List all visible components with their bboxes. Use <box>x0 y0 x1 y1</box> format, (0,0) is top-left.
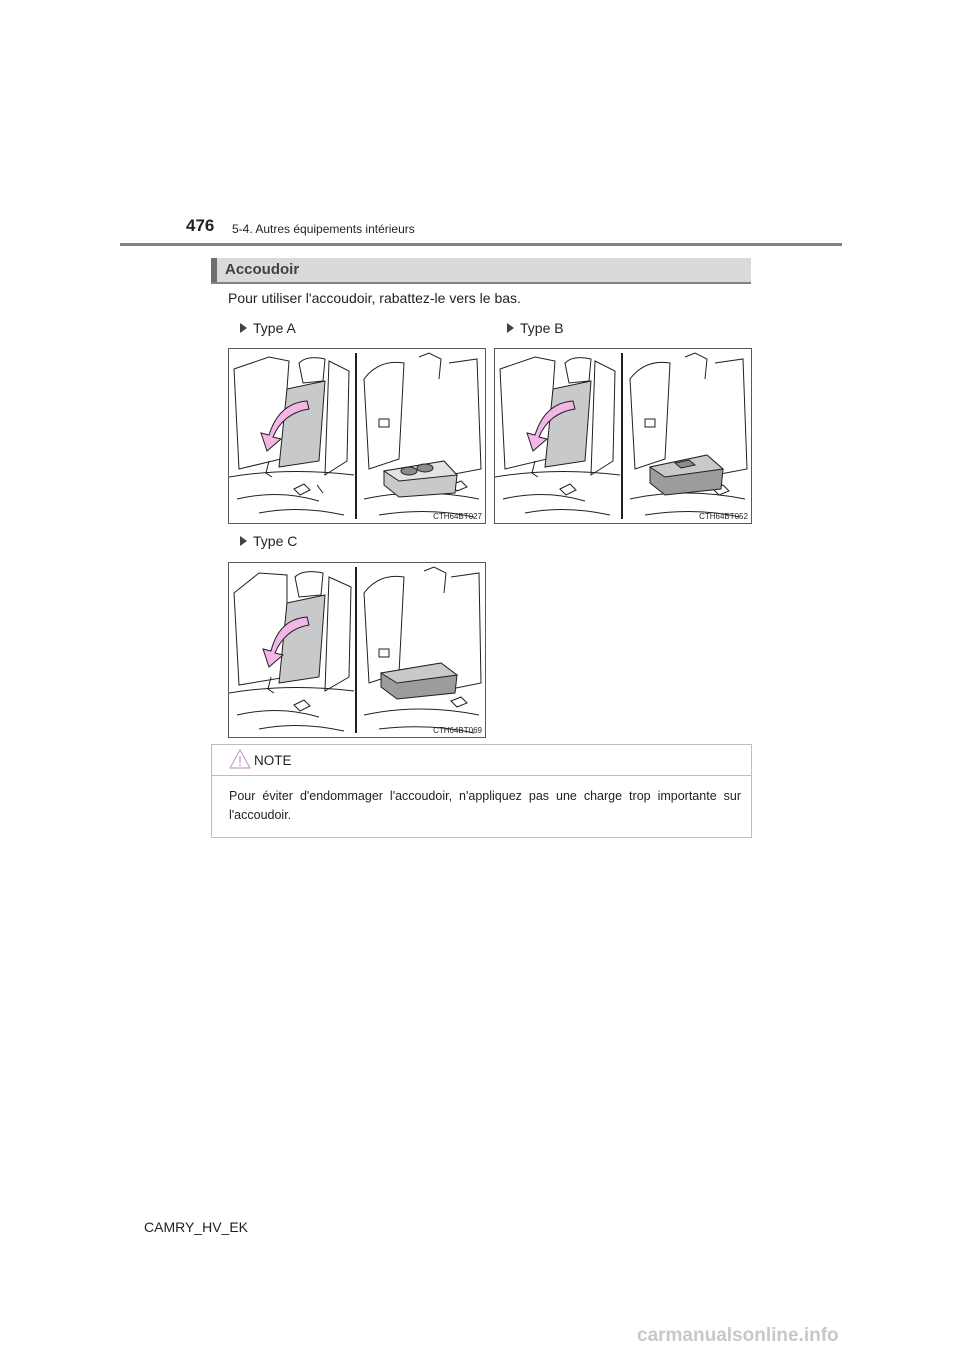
armrest-illustration-b <box>495 349 751 523</box>
note-header <box>212 745 751 776</box>
header-rule <box>120 243 842 246</box>
armrest-illustration-c <box>229 563 485 737</box>
figure-type-b <box>494 348 752 524</box>
note-title: NOTE <box>254 753 292 768</box>
type-a-label <box>240 320 296 336</box>
triangle-bullet-icon <box>240 536 247 546</box>
triangle-bullet-icon <box>240 323 247 333</box>
page-number: 476 <box>186 216 215 235</box>
intro-text: Pour utiliser l'accoudoir, rabattez-le vers le bas. <box>228 290 521 306</box>
figure-code: CTH64BT027 <box>433 512 482 521</box>
section-heading: Accoudoir <box>225 261 300 278</box>
note-text: Pour éviter d'endommager l'accoudoir, n'appliquez pas une charge trop importante sur l'accoudoir. <box>229 789 741 822</box>
figure-code: CTH64BT052 <box>699 512 748 521</box>
section-title: 5-4. Autres équipements intérieurs <box>232 222 415 236</box>
type-c-label <box>240 533 297 549</box>
heading-marker <box>211 258 217 282</box>
type-a-text: Type A <box>253 320 296 336</box>
section-heading-bar <box>211 258 751 284</box>
type-b-label <box>507 320 564 336</box>
watermark: carmanualsonline.info <box>637 1325 839 1346</box>
figure-type-c <box>228 562 486 738</box>
type-b-text: Type B <box>520 320 564 336</box>
triangle-bullet-icon <box>507 323 514 333</box>
armrest-illustration-a <box>229 349 485 523</box>
note-box <box>211 744 752 838</box>
footer-model-code: CAMRY_HV_EK <box>144 1219 249 1235</box>
warning-triangle-icon <box>229 749 251 769</box>
figure-type-a <box>228 348 486 524</box>
type-c-text: Type C <box>253 533 298 549</box>
figure-code: CTH64BT069 <box>433 726 482 735</box>
